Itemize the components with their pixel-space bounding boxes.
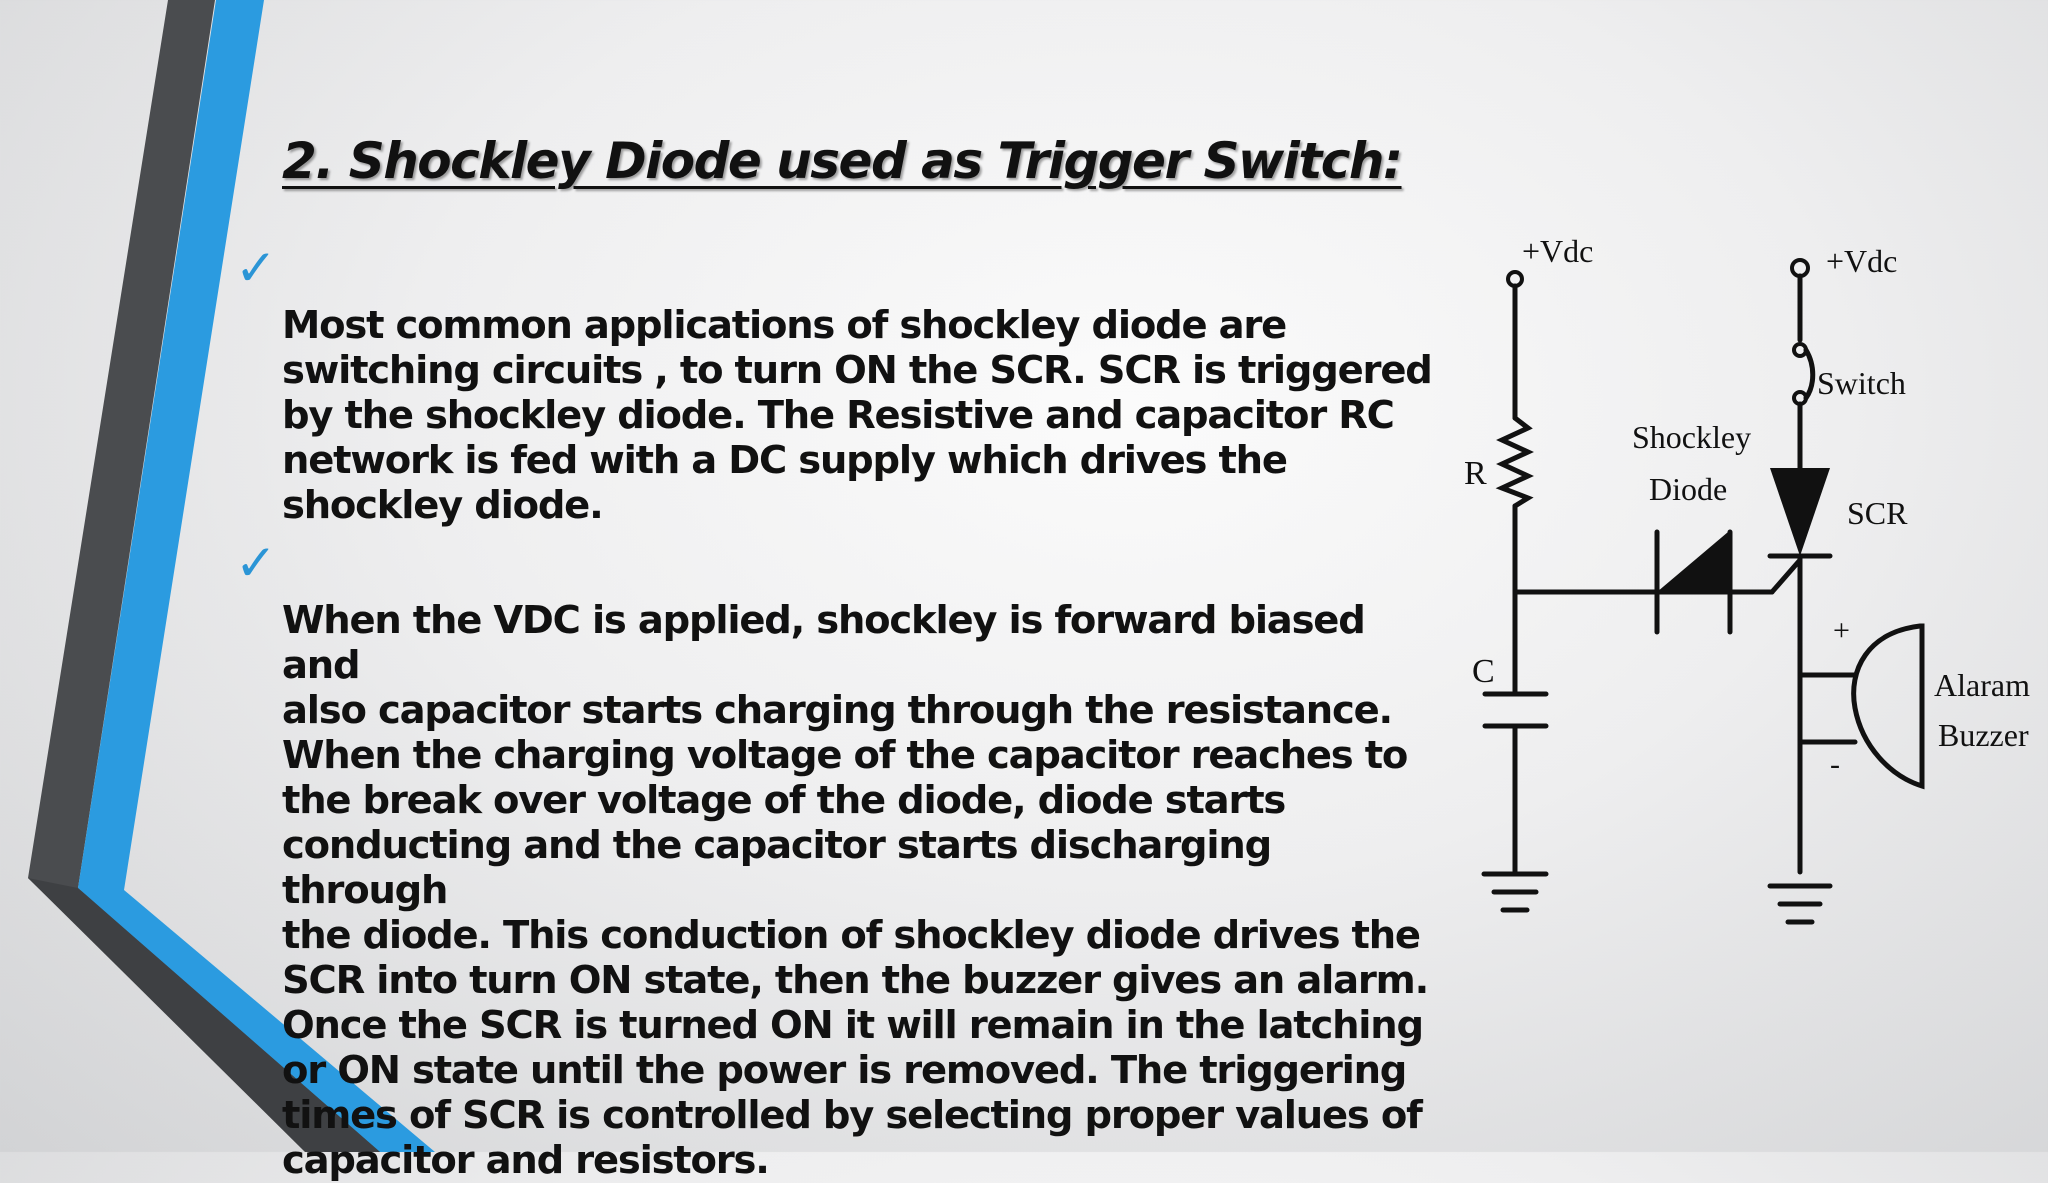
label-buzzer-line1: Alaram (1934, 667, 2030, 703)
circuit-diagram (1440, 220, 2040, 940)
resistor-symbol (1502, 418, 1528, 506)
scr-symbol (1770, 468, 1830, 556)
switch-symbol (1806, 350, 1813, 398)
label-resistor: R (1464, 455, 1487, 492)
label-switch: Switch (1817, 365, 1906, 401)
label-minus: - (1830, 748, 1840, 781)
label-buzzer-line2: Buzzer (1938, 717, 2029, 753)
bullet-text: Most common applications of shockley diode are switching circuits , to turn ON the SCR. SCR is triggered by the shockley diode. The Resistive and capacitor RC network is fed with a DC supply which drives the shockley diode. (282, 303, 1432, 528)
shockley-diode-symbol (1657, 532, 1728, 592)
bullet-item (235, 239, 1432, 528)
left-ground-symbol (1484, 874, 1546, 910)
label-vdc-left: +Vdc (1522, 233, 1594, 269)
label-capacitor: C (1472, 653, 1495, 690)
label-shockley-line2: Diode (1649, 471, 1728, 507)
check-icon: ✓ (235, 534, 276, 592)
label-plus: + (1833, 614, 1850, 647)
label-vdc-right: +Vdc (1826, 243, 1898, 279)
bullet-item (235, 534, 1432, 1183)
label-scr: SCR (1847, 495, 1908, 531)
check-icon: ✓ (235, 239, 276, 297)
buzzer-symbol (1854, 626, 1922, 786)
slide-title: 2. Shockley Diode used as Trigger Switch: (282, 132, 1402, 190)
right-ground-symbol (1770, 886, 1830, 922)
label-shockley-line1: Shockley (1632, 419, 1752, 455)
bullet-text: When the VDC is applied, shockley is forward biased and also capacitor starts charging through the resistance. When the charging voltage of the capacitor reaches to the break over voltage of the diode, diode starts conducting and the capacitor starts discharging through the diode. This conduction of shockley diode drives the SCR into turn ON state, then the buzzer gives an alarm. Once the SCR is turned ON it will remain in the latching or ON state until the power is removed. The triggering times of SCR is controlled by selecting proper values of capacitor and resistors. (282, 598, 1429, 1183)
bullet-list (235, 239, 1432, 1183)
